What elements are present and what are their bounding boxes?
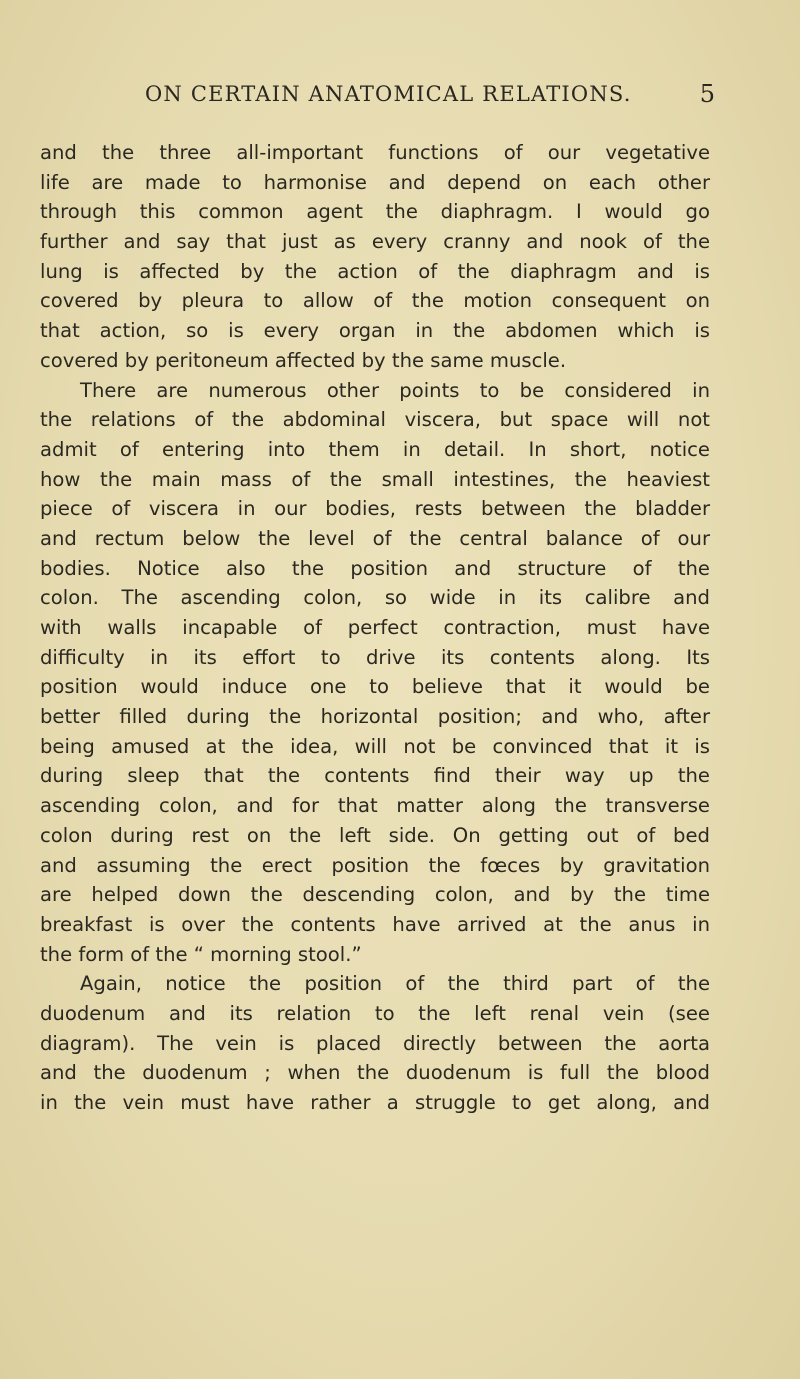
text-line: lung is affected by the action of the diaphragm and is xyxy=(40,259,710,283)
text-line: with walls incapable of perfect contraction, must have xyxy=(40,616,710,639)
text-line: bodies. Notice also the position and structure of the xyxy=(40,556,710,580)
text-line: being amused at the idea, will not be convinced that it is xyxy=(40,734,710,758)
text-line: in the vein must have rather a struggle to get along, and xyxy=(40,1091,710,1114)
paragraph-start-line: There are numerous other points to be considered in xyxy=(80,378,710,402)
text-line: covered by pleura to allow of the motion consequent on xyxy=(40,289,710,313)
text-line: ascending colon, and for that matter along the transverse xyxy=(40,794,710,818)
text-line: and the duodenum ; when the duodenum is full the blood xyxy=(40,1061,710,1085)
text-line: colon during rest on the left side. On getting out of bed xyxy=(40,823,710,847)
text-line: better filled during the horizontal position; and who, after xyxy=(40,705,710,729)
page-number: 5 xyxy=(699,80,715,108)
text-line: admit of entering into them in detail. In short, notice xyxy=(40,437,710,461)
text-line: the form of the “ morning stool.” xyxy=(40,942,362,966)
text-line: life are made to harmonise and depend on each other xyxy=(40,170,710,194)
text-line: and the three all-important functions of our vegetative xyxy=(40,141,710,164)
text-line: duodenum and its relation to the left renal vein (see xyxy=(40,1001,710,1025)
text-line: the relations of the abdominal viscera, but space will not xyxy=(40,408,710,432)
running-title: ON CERTAIN ANATOMICAL RELATIONS. xyxy=(145,82,632,106)
text-line: through this common agent the diaphragm. I would go xyxy=(40,200,710,224)
text-line: difficulty in its effort to drive its contents along. Its xyxy=(40,645,710,669)
text-line: further and say that just as every cranny and nook of the xyxy=(40,230,710,254)
running-head xyxy=(145,82,715,116)
text-line: are helped down the descending colon, and by the time xyxy=(40,883,710,907)
text-line: and rectum below the level of the central balance of our xyxy=(40,526,710,550)
text-line: that action, so is every organ in the abdomen which is xyxy=(40,319,710,343)
text-line: position would induce one to believe that it would be xyxy=(40,675,710,699)
paragraph-start-line: Again, notice the position of the third part of the xyxy=(80,972,710,996)
text-line: during sleep that the contents find their way up the xyxy=(40,764,710,788)
text-line: and assuming the erect position the fœces by gravitation xyxy=(40,853,710,877)
text-line: covered by peritoneum affected by the same muscle. xyxy=(40,348,567,372)
text-line: piece of viscera in our bodies, rests between the bladder xyxy=(40,497,710,521)
text-line: colon. The ascending colon, so wide in its calibre and xyxy=(40,586,710,610)
text-line: breakfast is over the contents have arrived at the anus in xyxy=(40,912,710,936)
text-line: diagram). The vein is placed directly between the aorta xyxy=(40,1031,710,1055)
text-line: how the main mass of the small intestines, the heaviest xyxy=(40,467,710,491)
body-text xyxy=(40,138,710,1118)
